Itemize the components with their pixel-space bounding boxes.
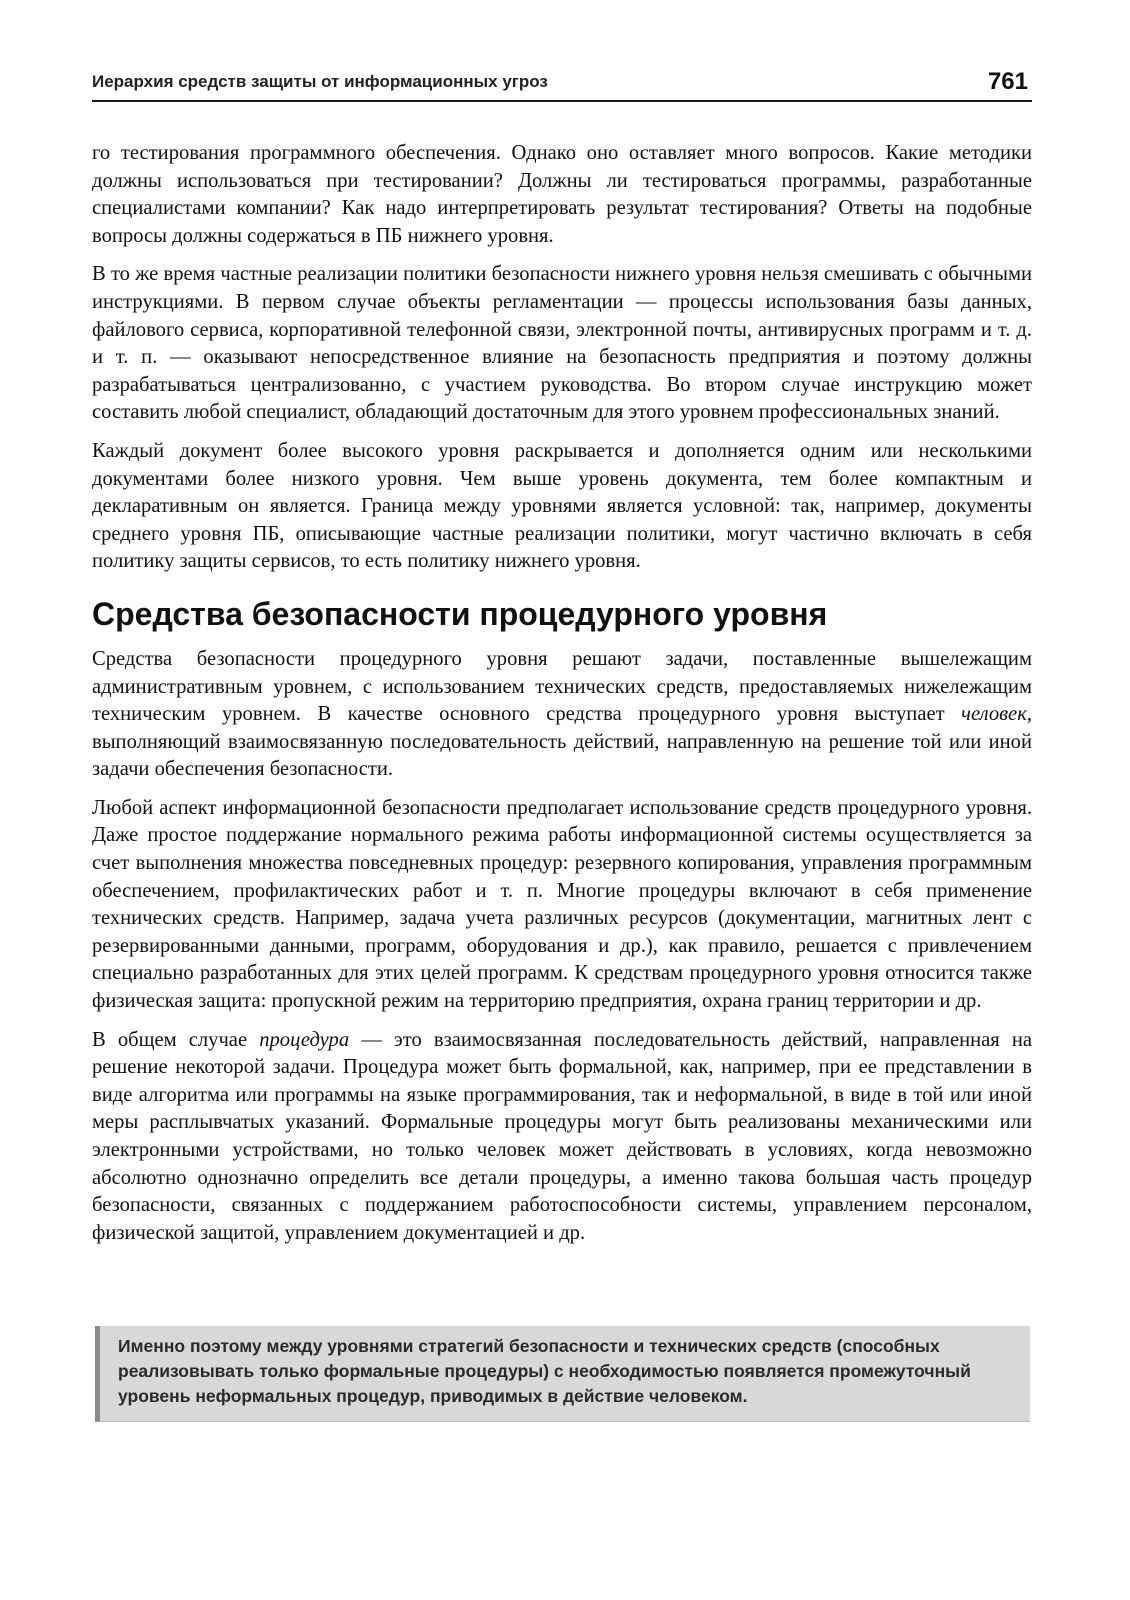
running-head xyxy=(92,62,1032,102)
text-run: , выполняющий взаимосвязанную последовательность действий, направленную на решение той или иной задачи обеспечения безопасности. xyxy=(92,703,1032,781)
highlight-text: Именно поэтому между уровнями стратегий безопасности и технических средств (способных реализовывать только формальные процедуры) с необходимостью появляется промежуточный уровень неформальных процедур, приводимых в действие человеком. xyxy=(118,1336,971,1406)
paragraph-instructions: В то же время частные реализации политики безопасности нижнего уровня нельзя смешивать с обычными инструкциями. В первом случае объекты регламентации — процессы использования базы данных, файлового сервиса, корпоративной телефонной связи, электронной почты, антивирусных программ и т. д. и т. п. — оказывают непосредственное влияние на безопасность предприятия и поэтому должны разрабатываться централизованно, с участием руководства. Во втором случае инструкцию может составить любой специалист, обладающий достаточным для этого уровнем профессиональных знаний. xyxy=(92,263,1032,424)
text-run: В общем случае xyxy=(92,1028,260,1051)
paragraph-any-aspect: Любой аспект информационной безопасности предполагает использование средств процедурного уровня. Даже простое поддержание нормального режима работы информационной системы осуществляется за счет выполнения множества повседневных процедур: резервного копирования, управления программным обеспечением, профилактических работ и т. п. Многие процедуры включают в себя применение технических средств. Например, задача учета различных ресурсов (документации, магнитных лент с резервированными данными, программ, оборудования и др.), как правило, решается с привлечением специально разработанных для этих целей программ. К средствам процедурного уровня относится также физическая защита: пропускной режим на территорию предприятия, охрана границ территории и др. xyxy=(92,796,1032,1013)
section-heading: Средства безопасности процедурного уровня xyxy=(92,595,828,632)
term-person: человек xyxy=(961,703,1027,726)
page-number: 761 xyxy=(987,68,1028,95)
text-run: — это взаимосвязанная последовательность действий, направленная на решение некоторой задачи. Процедура может быть формальной, как, например, при ее представлении в виде алгоритма или программы на языке программирования, так и неформальной, в виде в той или иной меры расплывчатых указаний. Формальные процедуры могут быть реализованы механическими или электронными устройствами, но только человек может действовать в условиях, когда невозможно абсолютно однозначно определить все детали процедуры, а именно такова большая часть процедур безопасности, связанных с поддержанием работоспособности системы, управлением персоналом, физической защитой, управлением документацией и др. xyxy=(92,1028,1033,1244)
paragraph-procedural-means xyxy=(92,646,1032,784)
body-text xyxy=(92,140,1032,1258)
term-procedure: процедура xyxy=(259,1028,350,1051)
running-title: Иерархия средств защиты от информационных угроз xyxy=(92,72,548,91)
paragraph-procedure-definition xyxy=(92,1027,1032,1248)
text-run: Средства безопасности процедурного уровня решают задачи, поставленные вышележащим административным уровнем, с использованием технических средств, предоставляемых нижележащим техническим уровнем. В качестве основного средства процедурного уровня выступает xyxy=(92,647,1032,726)
paragraph-document-levels: Каждый документ более высокого уровня раскрывается и дополняется одним или несколькими документами более низкого уровня. Чем выше уровень документа, тем более компактным и декларативным он является. Граница между уровнями является условной: так, например, документы среднего уровня ПБ, описывающие частные реализации политики, могут частично включать в себя политику защиты сервисов, то есть политику нижнего уровня. xyxy=(92,439,1032,573)
highlight-box xyxy=(95,1326,1030,1422)
paragraph-continued: го тестирования программного обеспечения. Однако оно оставляет много вопросов. Какие методики должны использоваться при тестировании? Должны ли тестироваться программы, разработанные специалистами компании? Как надо интерпретировать результат тестирования? Ответы на подобные вопросы должны содержаться в ПБ нижнего уровня. xyxy=(92,142,1032,247)
